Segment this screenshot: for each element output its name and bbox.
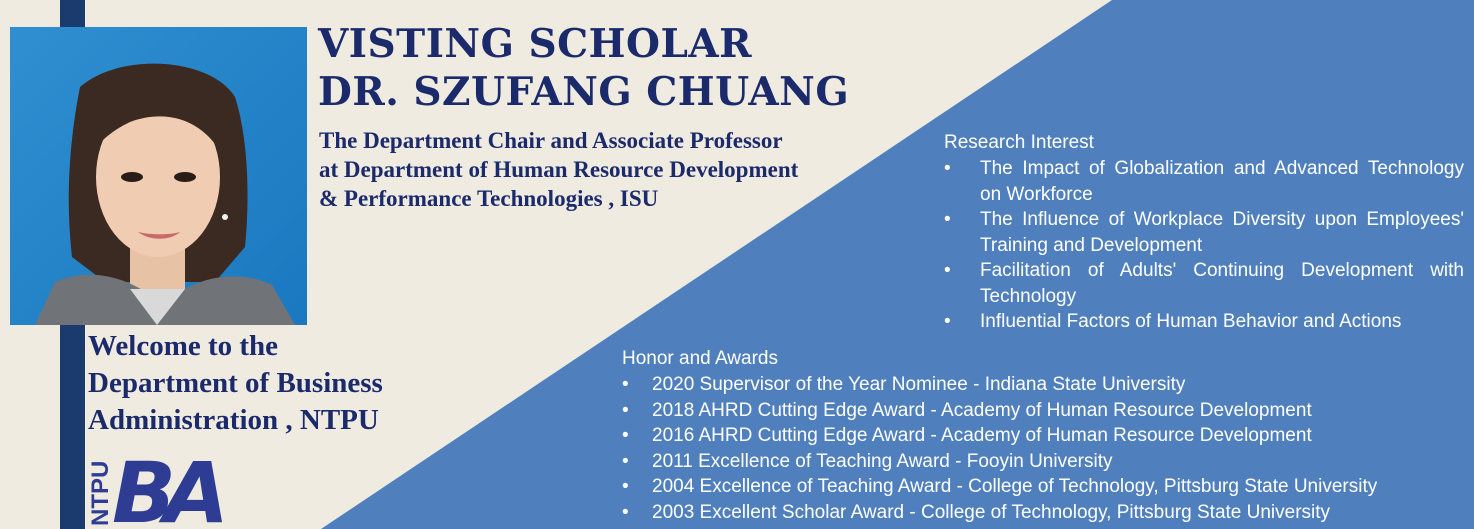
award-item-text: 2011 Excellence of Teaching Award - Fooyin University: [652, 450, 1113, 472]
list-item: [622, 398, 1472, 424]
welcome-message: [88, 328, 508, 439]
bullet-icon: •: [622, 425, 629, 447]
logo-ba-mark: BA: [112, 444, 218, 529]
award-item-text: 2020 Supervisor of the Year Nominee - Indiana State University: [652, 374, 1186, 395]
honors-awards-list: [622, 372, 1472, 526]
scholar-position-description: The Department Chair and Associate Professor at Department of Human Resource Development & Performance Technologies , ISU: [319, 128, 799, 211]
welcome-line-3: Administration , NTPU: [88, 404, 379, 436]
title-line-visiting-scholar: VISTING SCHOLAR: [318, 21, 753, 67]
list-item: [944, 309, 1464, 335]
left-accent-bar-top: [60, 0, 85, 27]
welcome-line-1: Welcome to the: [88, 330, 279, 362]
list-item: [622, 500, 1472, 526]
bullet-icon: •: [622, 450, 629, 472]
logo-ntpu-text: NTPU: [87, 460, 114, 526]
list-item: [944, 156, 1464, 207]
page-title: [318, 20, 849, 116]
research-interest-list: [944, 156, 1464, 335]
list-item: [944, 258, 1464, 309]
award-item-text: 2004 Excellence of Teaching Award - College of Technology, Pittsburg State University: [652, 476, 1378, 498]
award-item-text: 2016 AHRD Cutting Edge Award - Academy of Human Resource Development: [652, 425, 1312, 447]
bullet-icon: •: [944, 260, 951, 281]
research-item-text: The Impact of Globalization and Advanced Technology on Workforce: [980, 158, 1464, 205]
list-item: [622, 423, 1472, 449]
scholar-portrait-photo: [10, 27, 307, 325]
bullet-icon: •: [944, 209, 951, 230]
bullet-icon: •: [622, 399, 629, 421]
honors-awards-section: [622, 346, 1472, 526]
bullet-icon: •: [944, 311, 951, 332]
award-item-text: 2018 AHRD Cutting Edge Award - Academy of Human Resource Development: [652, 399, 1312, 421]
research-interest-heading: Research Interest: [944, 132, 1094, 153]
research-item-text: The Influence of Workplace Diversity upon Employees' Training and Development: [980, 209, 1464, 256]
ntpu-ba-logo: [86, 442, 218, 529]
welcome-line-2: Department of Business: [88, 367, 383, 399]
research-item-text: Influential Factors of Human Behavior and Actions: [980, 311, 1402, 332]
bullet-icon: •: [944, 158, 951, 179]
bullet-icon: •: [622, 501, 629, 523]
left-accent-bar-bottom: [60, 325, 85, 529]
list-item: [622, 372, 1472, 398]
list-item: [622, 474, 1472, 500]
research-interest-section: [944, 130, 1464, 335]
list-item: [622, 449, 1472, 475]
bullet-icon: •: [622, 476, 629, 498]
bullet-icon: •: [622, 374, 629, 395]
honors-awards-heading: Honor and Awards: [622, 348, 778, 369]
research-item-text: Facilitation of Adults' Continuing Development with Technology: [980, 260, 1464, 307]
list-item: [944, 207, 1464, 258]
award-item-text: 2003 Excellent Scholar Award - College of Technology, Pittsburg State University: [652, 501, 1331, 523]
title-line-scholar-name: DR. SZUFANG CHUANG: [318, 69, 850, 115]
